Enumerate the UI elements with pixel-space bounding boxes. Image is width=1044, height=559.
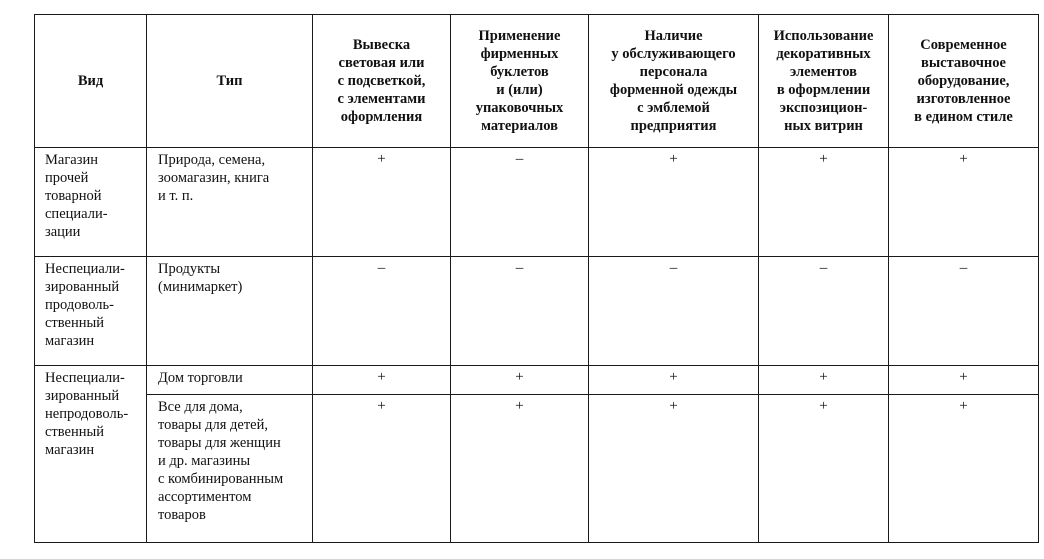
cell-line: непродоволь-	[45, 406, 129, 422]
mark-cell: +	[451, 366, 589, 395]
table-row	[35, 148, 1039, 257]
header-line: с элементами	[337, 91, 426, 107]
cell-line: магазин	[45, 442, 95, 458]
cell-line: товары для детей,	[158, 417, 268, 433]
header-line: выставочное	[921, 55, 1006, 71]
header-line: элементов	[790, 64, 857, 80]
header-line: упаковочных	[475, 100, 564, 116]
header-line: экспозицион-	[779, 100, 868, 116]
header-signage	[313, 15, 451, 148]
mark-cell: –	[313, 257, 451, 366]
mark-cell: –	[889, 257, 1039, 366]
header-line: фирменных	[480, 46, 559, 62]
mark-cell: –	[759, 257, 889, 366]
mark-cell: +	[759, 395, 889, 543]
mark-cell: +	[589, 148, 759, 257]
header-line: декоративных	[776, 46, 871, 62]
mark-cell: +	[313, 366, 451, 395]
header-line: буклетов	[490, 64, 549, 80]
table-row	[35, 366, 1039, 395]
cell-line: магазин	[45, 333, 95, 349]
cell-line: продоволь-	[45, 297, 114, 313]
header-line: с подсветкой,	[337, 73, 426, 89]
cell-line: Все для дома,	[158, 399, 243, 415]
mark-cell: +	[589, 366, 759, 395]
cell-line: ственный	[45, 424, 104, 440]
cell-line: товарной	[45, 188, 102, 204]
cell-line: товаров	[158, 507, 206, 523]
header-uniform	[589, 15, 759, 148]
table-row	[35, 257, 1039, 366]
tip-cell	[147, 148, 313, 257]
cell-line: ассортиментом	[158, 489, 252, 505]
mark-cell: +	[313, 148, 451, 257]
vid-cell	[35, 366, 147, 543]
cell-line: (минимаркет)	[158, 279, 243, 295]
header-equipment	[889, 15, 1039, 148]
cell-line: с комбинированным	[158, 471, 284, 487]
cell-line: товары для женщин	[158, 435, 281, 451]
cell-line: прочей	[45, 170, 89, 186]
header-line: материалов	[481, 118, 558, 134]
header-line: и (или)	[496, 82, 543, 98]
store-classification-table	[34, 14, 1039, 543]
cell-line: ственный	[45, 315, 104, 331]
cell-line: и др. магазины	[158, 453, 251, 469]
cell-line: зированный	[45, 388, 120, 404]
header-line: Наличие	[644, 28, 703, 44]
header-tip-label: Тип	[216, 73, 243, 89]
cell-line: Неспециали-	[45, 370, 125, 386]
header-line: Вывеска	[352, 37, 411, 53]
header-booklets	[451, 15, 589, 148]
vid-cell	[35, 148, 147, 257]
cell-line: Дом торговли	[158, 370, 243, 386]
header-line: Современное	[920, 37, 1007, 53]
header-line: оборудование,	[917, 73, 1010, 89]
cell-line: зации	[45, 224, 81, 240]
header-line: у обслуживающего	[611, 46, 736, 62]
header-line: в едином стиле	[914, 109, 1013, 125]
header-vid	[35, 15, 147, 148]
header-line: форменной одежды	[609, 82, 738, 98]
tip-cell	[147, 395, 313, 543]
header-line: Использование	[773, 28, 874, 44]
mark-cell: +	[889, 366, 1039, 395]
header-line: Применение	[478, 28, 561, 44]
header-line: с эмблемой	[637, 100, 710, 116]
cell-line: и т. п.	[158, 188, 194, 204]
tip-cell	[147, 257, 313, 366]
mark-cell: +	[759, 366, 889, 395]
tip-cell	[147, 366, 313, 395]
cell-line: зированный	[45, 279, 120, 295]
mark-cell: +	[889, 395, 1039, 543]
mark-cell: +	[889, 148, 1039, 257]
mark-cell: –	[451, 257, 589, 366]
header-line: в оформлении	[776, 82, 871, 98]
header-row	[35, 15, 1039, 148]
cell-line: Продукты	[158, 261, 221, 277]
header-vid-label: Вид	[77, 73, 104, 89]
cell-line: специали-	[45, 206, 108, 222]
header-tip	[147, 15, 313, 148]
header-line: ных витрин	[784, 118, 863, 134]
cell-line: Природа, семена,	[158, 152, 266, 168]
cell-line: зоомагазин, книга	[158, 170, 270, 186]
table-row	[35, 395, 1039, 543]
header-line: световая или	[338, 55, 425, 71]
header-decor	[759, 15, 889, 148]
cell-line: Неспециали-	[45, 261, 125, 277]
mark-cell: +	[313, 395, 451, 543]
mark-cell: –	[451, 148, 589, 257]
mark-cell: +	[451, 395, 589, 543]
cell-line: Магазин	[45, 152, 98, 168]
mark-cell: +	[759, 148, 889, 257]
mark-cell: +	[589, 395, 759, 543]
header-line: изготовленное	[916, 91, 1011, 107]
header-line: предприятия	[630, 118, 717, 134]
mark-cell: –	[589, 257, 759, 366]
vid-cell	[35, 257, 147, 366]
header-line: персонала	[639, 64, 708, 80]
header-line: оформления	[340, 109, 423, 125]
